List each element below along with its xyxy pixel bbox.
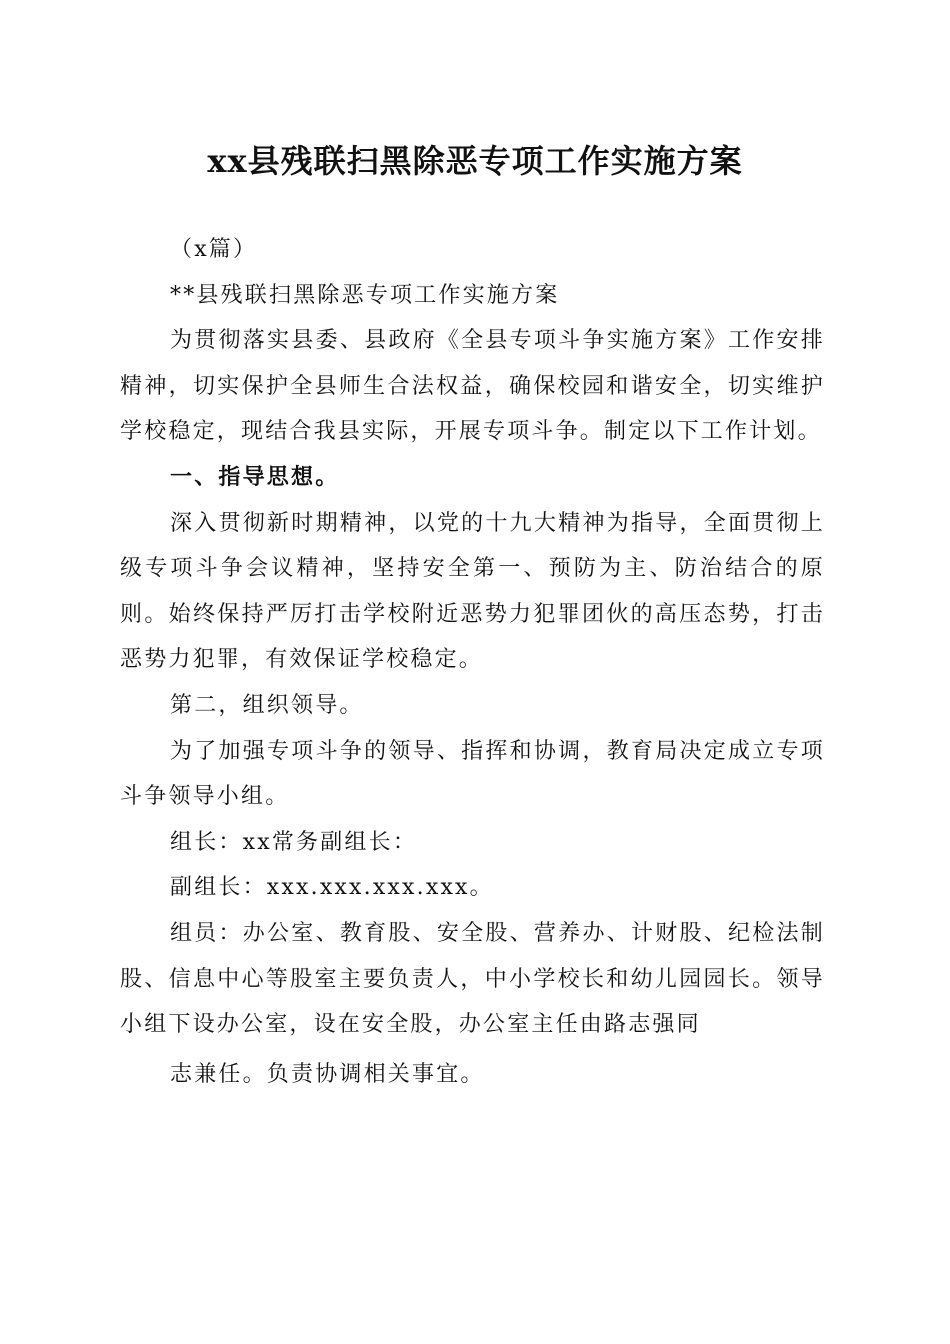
organization-paragraph: 为了加强专项斗争的领导、指挥和协调，教育局决定成立专项斗争领导小组。 (120, 738, 825, 810)
group-leader-line: 组长：xx常务副组长： (170, 829, 418, 855)
document-title: xx县残联扫黑除恶专项工作实施方案 (207, 142, 743, 180)
members-paragraph-continued: 志兼任。负责协调相关事宜。 (170, 1061, 485, 1087)
subtitle: **县残联扫黑除恶专项工作实施方案 (170, 282, 560, 308)
section-count-note: （x篇） (170, 237, 258, 262)
guiding-ideology-paragraph: 深入贯彻新时期精神，以党的十九大精神为指导，全面贯彻上级专项斗争会议精神，坚持安全第一、预防为主、防治结合的原则。始终保持严厉打击学校附近恶势力犯罪团伙的高压态势，打击恶势力犯罪，有效保证学校稳定。 (120, 510, 825, 673)
section-heading-guiding-ideology: 一、指导思想。 (170, 463, 340, 490)
members-paragraph: 组员：办公室、教育股、安全股、营养办、计财股、纪检法制股、信息中心等股室主要负责人，中小学校长和幼儿园园长。领导小组下设办公室，设在安全股，办公室主任由路志强同 (120, 920, 825, 1038)
document-body (120, 227, 825, 1097)
deputy-leader-line: 副组长：xxx.xxx.xxx.xxx。 (170, 875, 494, 901)
section-heading-organization: 第二，组织领导。 (170, 692, 364, 718)
intro-paragraph: 为贯彻落实县委、县政府《全县专项斗争实施方案》工作安排精神，切实保护全县师生合法权益，确保校园和谐安全，切实维护学校稳定，现结合我县实际，开展专项斗争。制定以下工作计划。 (120, 328, 825, 445)
